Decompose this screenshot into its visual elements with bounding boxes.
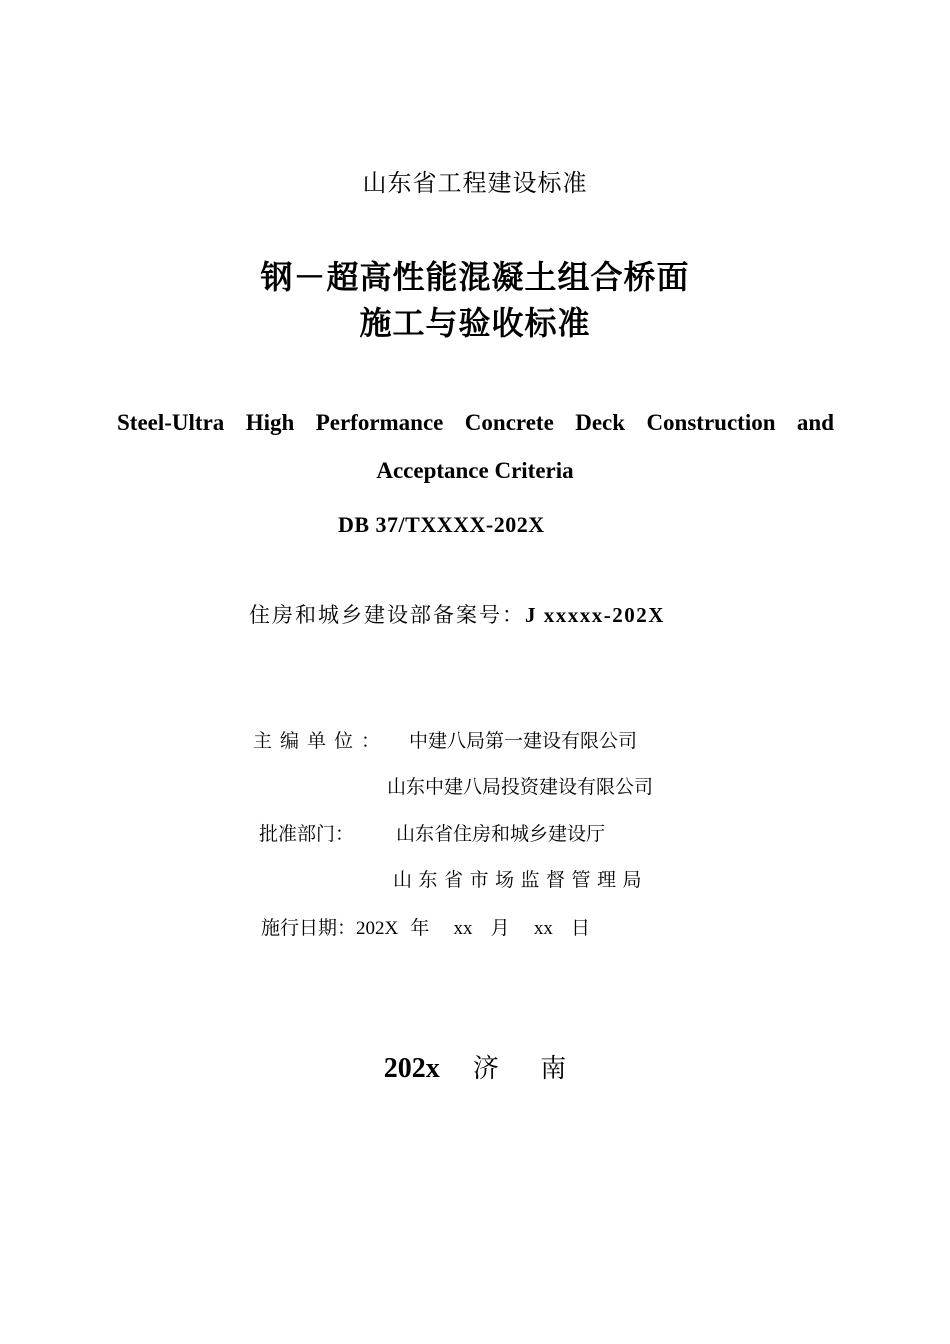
effective-day-unit: 日 (570, 917, 590, 939)
effective-day: xx (533, 918, 553, 939)
effective-date-line (261, 913, 590, 940)
standard-code: DB 37/TXXXX-202X (338, 512, 545, 537)
effective-month-unit: 月 (490, 917, 510, 939)
record-number-line (249, 599, 665, 629)
title-en-line1: Steel-Ultra High Performance Concrete Deck Construction and (117, 410, 834, 435)
footer-place-year (0, 1048, 950, 1085)
approval-dept-1: 山东省住房和城乡建设厅 (396, 823, 606, 845)
title-cn-line2: 施工与验收标准 (359, 304, 591, 342)
record-number: J xxxxx-202X (525, 603, 665, 627)
effective-year-unit: 年 (410, 917, 430, 939)
effective-month: xx (453, 918, 473, 939)
title-en-line2: Acceptance Criteria (376, 458, 574, 483)
title-cn-line1: 钢－超高性能混凝土组合桥面 (260, 258, 690, 296)
editor-label: 主编单位： (253, 730, 389, 752)
effective-year: 202X (356, 918, 399, 939)
footer-city-char-2: 南 (540, 1054, 567, 1084)
record-label: 住房和城乡建设部备案号： (249, 603, 525, 627)
standard-category: 山东省工程建设标准 (362, 169, 588, 197)
footer-city-char-1: 济 (472, 1054, 499, 1084)
approval-label: 批准部门： (259, 823, 355, 845)
effective-label: 施行日期： (261, 917, 357, 939)
footer-year: 202x (383, 1053, 440, 1084)
editor-unit-2: 山东中建八局投资建设有限公司 (387, 776, 654, 798)
editor-unit-1: 中建八局第一建设有限公司 (409, 730, 638, 752)
approval-dept-2: 山东省市场监督管理局 (393, 869, 649, 891)
